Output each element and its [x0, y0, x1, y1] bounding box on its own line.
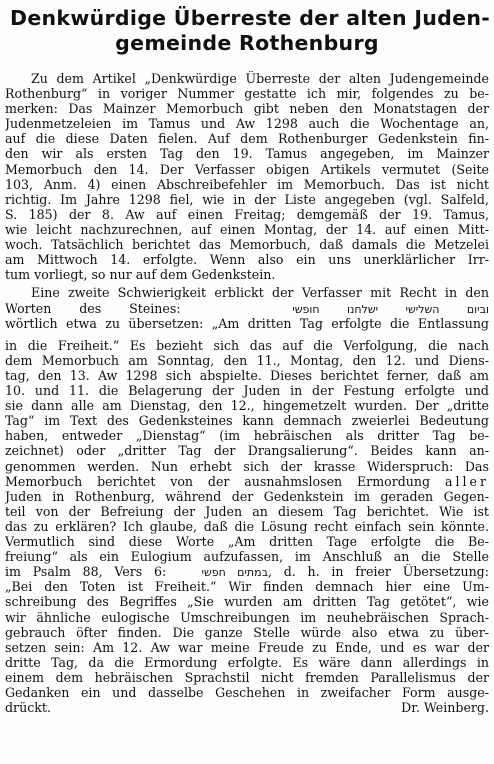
closing-word: drückt. [5, 700, 51, 715]
paragraph-1-line [5, 131, 489, 146]
paragraph-1-line [31, 71, 489, 86]
paragraph-1-line [5, 267, 489, 282]
text-run: richtig. Im Jahre 1298 fiel, wie in der Liste angegeben (vgl. Salfeld, [5, 192, 489, 207]
paragraph-2-line [5, 610, 489, 625]
hebrew-psalm-text: במתים חפשי [201, 566, 268, 579]
paragraph-1-line [5, 86, 489, 101]
paragraph-2-line [5, 398, 489, 413]
paragraph-2-line [5, 625, 489, 640]
text-run: Vermutlich sind diese Worte „Am dritten Tage erfolgte die Be- [5, 534, 489, 549]
paragraph-2-line [5, 413, 489, 428]
paragraph-1-line [5, 237, 489, 252]
paragraph-2-line [5, 685, 489, 700]
hebrew-inscription-text: וביום השלישי ישלחנו חופשי [292, 303, 489, 316]
paragraph-2-line [5, 640, 489, 655]
text-run: Memorbuch berichtet von der ausnahmslosen Ermordung [5, 474, 445, 489]
article-title-line-1: Denkwürdige Überreste der alten Juden- [10, 6, 491, 30]
text-run: genommen werden. Nun erhebt sich der krasse Widerspruch: Das [5, 459, 489, 474]
paragraph-1-line [5, 101, 489, 116]
text-run: merken: Das Mainzer Memorbuch gibt neben den Monatstagen der [5, 101, 489, 116]
text-run: Eine zweite Schwierigkeit erblickt der Verfasser mit Recht in den [31, 285, 489, 300]
paragraph-1-line [5, 222, 489, 237]
text-run: freiung“ als ein Eulogium aufzufassen, im Anschluß an die Stelle [5, 549, 489, 564]
paragraph-2-line [5, 564, 489, 580]
paragraph-2-line [5, 353, 489, 368]
text-run: Zu dem Artikel „Denkwürdige Überreste der alten Judengemeinde [31, 71, 489, 86]
text-run: tum vorliegt, so nur auf dem Gedenkstein. [5, 267, 276, 282]
paragraph-2-line [5, 594, 489, 609]
paragraph-2-line [5, 301, 489, 317]
text-run: Tag“ im Text des Gedenksteines kann demnach zweierlei Bedeutung [5, 413, 489, 428]
text-run: sie dann alle am Dienstag, den 12., hingemetzelt wurden. Der „dritte [5, 398, 489, 413]
text-run: in die Freiheit.“ Es bezieht sich das auf die Verfolgung, die nach [5, 338, 489, 353]
text-run: Rothenburg“ in voriger Nummer gestatte ich mir, folgendes zu be- [5, 86, 489, 101]
paragraph-1-line [5, 207, 489, 222]
text-run: Juden in Rothenburg, während der Gedenkstein im geraden Gegen- [5, 489, 489, 504]
paragraph-2-line [5, 489, 489, 504]
text-run: haben, entweder „Dienstag“ (im hebräischen als dritter Tag be- [5, 428, 489, 443]
text-run: wie leicht nachzurechnen, auf einen Montag, der 14. auf einen Mitt- [5, 222, 489, 237]
paragraph-2-line [31, 285, 489, 300]
article-title-line-2: gemeinde Rothenburg [115, 31, 379, 55]
text-run: einem dem hebräischen Sprachstil nicht fremden Parallelismus der [5, 670, 489, 685]
paragraph-2-line [5, 338, 489, 353]
paragraph-2-line [5, 655, 489, 670]
paragraph-2-line [5, 459, 489, 474]
text-run: dritte Tag, da die Ermordung erfolgte. Es wäre dann allerdings in [5, 655, 489, 670]
text-run: Gedanken ein und dasselbe Geschehen in zweifacher Form ausge- [5, 685, 489, 700]
text-run: zeichnet) oder „dritter Tag der Drangsalierung“. Beides kann an- [5, 443, 489, 458]
closing-line [5, 700, 489, 715]
text-run: S. 185) der 8. Aw auf einen Freitag; demgemäß der 19. Tamus, [5, 207, 489, 222]
text-run: schreibung des Begriffes „Sie wurden am dritten Tag getötet“, wie [5, 594, 489, 609]
paragraph-2-line [5, 428, 489, 443]
text-run: dem Memorbuch am Sonntag, den 11., Montag, den 12. und Diens- [5, 353, 489, 368]
text-run: „Bei den Toten ist Freiheit.“ Wir finden demnach hier eine Um- [5, 579, 489, 594]
text-run: , d. h. in freier Übersetzung: [267, 564, 489, 579]
text-run: 10. und 11. die Belagerung der Juden in der Festung erfolgte und [5, 383, 489, 398]
paragraph-1-line [5, 162, 489, 177]
text-run: das zu erklären? Ich glaube, daß die Lösung recht einfach sein könnte. [5, 519, 489, 534]
text-run: Memorbuch den 14. Der Verfasser obigen Artikels vermutet (Seite [5, 162, 489, 177]
paragraph-2-line [5, 549, 489, 564]
text-run: auf die diese Daten fielen. Auf dem Rothenburger Gedenkstein fin- [5, 131, 489, 146]
text-run: tag, den 13. Aw 1298 sich abspielte. Dieses berichtet ferner, daß am [5, 368, 489, 383]
paragraph-1-line [5, 146, 489, 161]
text-run: setzen sein: Am 12. Aw war meine Freude zu Ende, und es war der [5, 640, 489, 655]
text-run: wörtlich etwa zu übersetzen: „Am dritten Tag erfolgte die Entlassung [5, 316, 489, 331]
text-run: Worten des Steines: [5, 301, 293, 316]
paragraph-2-line [5, 383, 489, 398]
paragraph-1-line [5, 192, 489, 207]
emphasized-word: aller [444, 474, 489, 489]
text-run: 103, Anm. 4) einen Abschreibefehler im Memorbuch. Das ist nicht [5, 177, 489, 192]
text-run: am Mittwoch 14. erfolgte. Wenn also ein uns unerklärlicher Irr- [5, 252, 489, 267]
paragraph-2-line [5, 368, 489, 383]
text-run: Judenmetzeleien im Tamus und Aw 1298 auch die Wochentage an, [5, 116, 489, 131]
paragraph-2-line [5, 670, 489, 685]
paragraph-2-line [5, 443, 489, 458]
paragraph-2-line [5, 504, 489, 519]
paragraph-2-line [5, 519, 489, 534]
paragraph-2-line [5, 316, 489, 331]
paragraph-1-line [5, 177, 489, 192]
text-run: wir ähnliche eulogische Umschreibungen im neuhebräischen Sprach- [5, 610, 489, 625]
paragraph-2-line [5, 579, 489, 594]
paragraph-1-line [5, 252, 489, 267]
paragraph-2-line [5, 474, 489, 489]
text-run: gebrauch öfter finden. Die ganze Stelle würde also etwa zu über- [5, 625, 489, 640]
text-run: woch. Tatsächlich berichtet das Memorbuch, daß damals die Metzelei [5, 237, 489, 252]
text-run: den wir als ersten Tag den 19. Tamus angegeben, im Mainzer [5, 146, 489, 161]
text-run: im Psalm 88, Vers 6: [5, 564, 202, 579]
author-signature: Dr. Weinberg. [401, 700, 489, 715]
text-run: teil von der Befreiung der Juden an diesem Tag berichtet. Wie ist [5, 504, 489, 519]
paragraph-1-line [5, 116, 489, 131]
paragraph-2-line [5, 534, 489, 549]
